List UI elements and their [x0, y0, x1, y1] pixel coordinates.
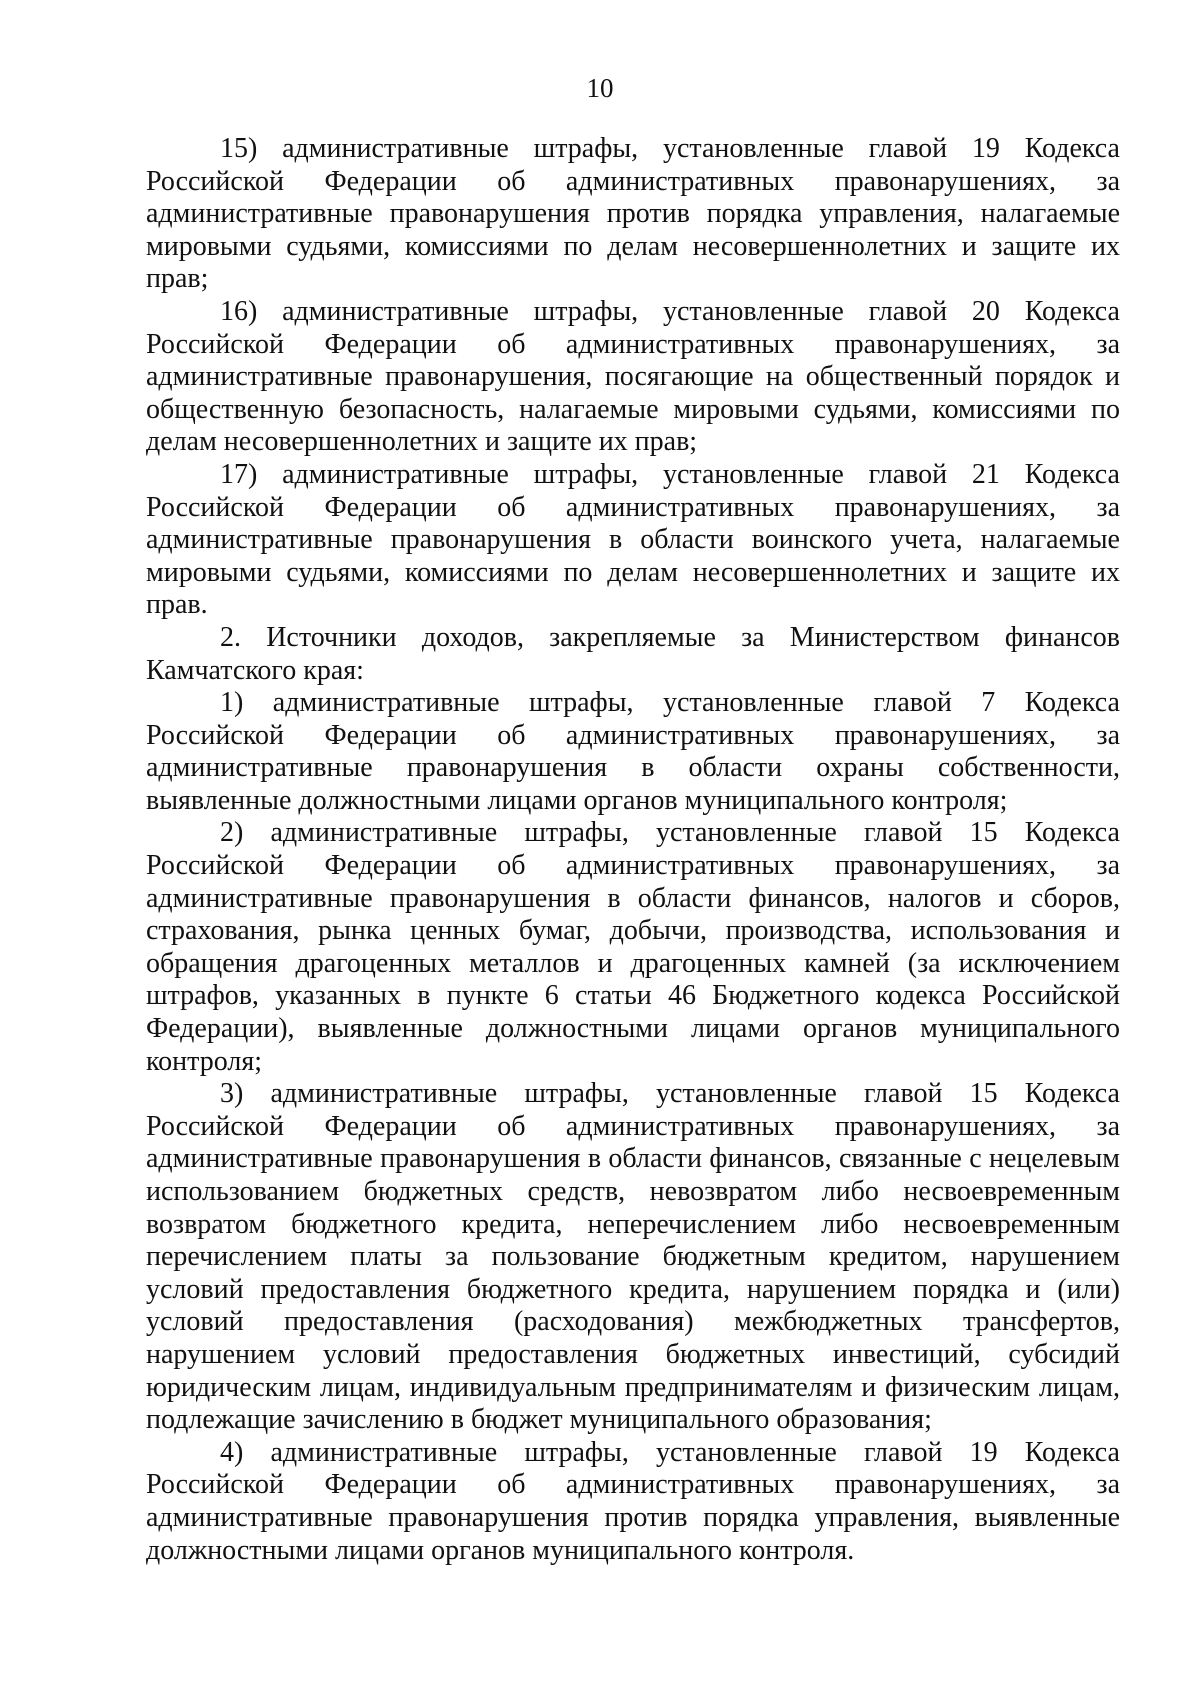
paragraph-item-4: 4) административные штрафы, установленные главой 19 Кодекса Российской Федерации об административных правонарушениях, за административные правонарушения против порядка управления, выявленные должностными лицами органов муниципального контроля.	[146, 1436, 1120, 1566]
document-body	[146, 133, 1120, 1567]
paragraph-item-16: 16) административные штрафы, установленные главой 20 Кодекса Российской Федерации об административных правонарушениях, за административные правонарушения, посягающие на общественный порядок и общественную безопасность, налагаемые мировыми судьями, комиссиями по делам несовершеннолетних и защите их прав;	[146, 295, 1120, 458]
paragraph-item-15: 15) административные штрафы, установленные главой 19 Кодекса Российской Федерации об административных правонарушениях, за административные правонарушения против порядка управления, налагаемые мировыми судьями, комиссиями по делам несовершеннолетних и защите их прав;	[146, 133, 1120, 295]
page-number: 10	[586, 73, 614, 103]
paragraph-item-17: 17) административные штрафы, установленные главой 21 Кодекса Российской Федерации об административных правонарушениях, за административные правонарушения в области воинского учета, налагаемые мировыми судьями, комиссиями по делам несовершеннолетних и защите их прав.	[146, 458, 1120, 621]
paragraph-item-1: 1) административные штрафы, установленные главой 7 Кодекса Российской Федерации об административных правонарушениях, за административные правонарушения в области охраны собственности, выявленные должностными лицами органов муниципального контроля;	[146, 687, 1120, 816]
paragraph-item-3: 3) административные штрафы, установленные главой 15 Кодекса Российской Федерации об административных правонарушениях, за административные правонарушения в области финансов, связанные с нецелевым использованием бюджетных средств, невозвратом либо несвоевременным возвратом бюджетного кредита, неперечислением либо несвоевременным перечислением платы за пользование бюджетным кредитом, нарушением условий предоставления бюджетного кредита, нарушением порядка и (или) условий предоставления (расходования) межбюджетных трансфертов, нарушением условий предоставления бюджетных инвестиций, субсидий юридическим лицам, индивидуальным предпринимателям и физическим лицам, подлежащие зачислению в бюджет муниципального образования;	[146, 1078, 1120, 1436]
paragraph-item-2: 2) административные штрафы, установленные главой 15 Кодекса Российской Федерации об административных правонарушениях, за административные правонарушения в области финансов, налогов и сборов, страхования, рынка ценных бумаг, добычи, производства, использования и обращения драгоценных металлов и драгоценных камней (за исключением штрафов, указанных в пункте 6 статьи 46 Бюджетного кодекса Российской Федерации), выявленные должностными лицами органов муниципального контроля;	[146, 817, 1120, 1077]
paragraph-section-2: 2. Источники доходов, закрепляемые за Министерством финансов Камчатского края:	[146, 621, 1120, 686]
